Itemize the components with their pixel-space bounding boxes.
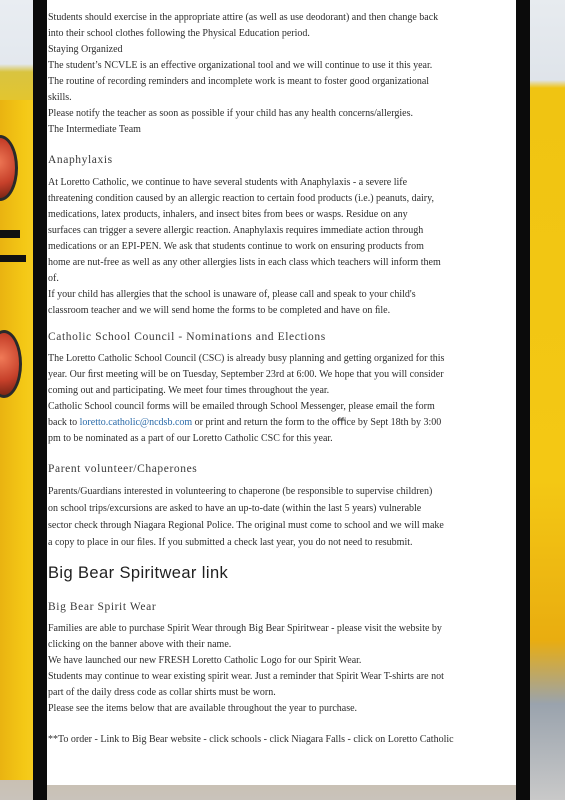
anaphylaxis-line: medications or an EPI-PEN. We ask that students continue to work on ensuring products from bbox=[48, 241, 424, 252]
anaphylaxis-line: classroom teacher and we will send home the forms to be completed and have on ﬁle. bbox=[48, 305, 391, 316]
volunteer-line: a copy to place in our ﬁles. If you submitted a check last year, you do not need to resubmit. bbox=[48, 537, 413, 548]
volunteer-line: on school trips/excursions are asked to have an up-to-date (within the last 5 years) vulnerable bbox=[48, 503, 422, 514]
staying-line: The Intermediate Team bbox=[48, 124, 141, 135]
spiritwear-line: Please see the items below that are available throughout the year to purchase. bbox=[48, 703, 358, 714]
council-heading: Catholic School Council - Nominations and Elections bbox=[48, 331, 326, 343]
council-line: Catholic School council forms will be emailed through School Messenger, please email the form bbox=[48, 401, 435, 412]
anaphylaxis-line: home are nut-free as well as any other allergies lists in each class which teachers will inform them bbox=[48, 257, 441, 268]
spiritwear-line: clicking on the banner above with their name. bbox=[48, 639, 232, 650]
council-email-prefix: back to bbox=[48, 417, 80, 428]
newsletter-content bbox=[48, 10, 520, 748]
volunteer-line: Parents/Guardians interested in volunteering to chaperone (be responsible to supervise children) bbox=[48, 486, 433, 497]
council-line: The Loretto Catholic School Council (CSC) is already busy planning and getting organized for this bbox=[48, 353, 445, 364]
anaphylaxis-line: If your child has allergies that the school is unaware of, please call and speak to your child's bbox=[48, 289, 416, 300]
intro-line: Students should exercise in the appropriate attire (as well as use deodorant) and then change back bbox=[48, 12, 439, 23]
staying-line: The routine of recording reminders and incomplete work is meant to foster good organizational bbox=[48, 76, 430, 87]
intro-line: into their school clothes following the Physical Education period. bbox=[48, 28, 310, 39]
bus-trim-lower bbox=[0, 255, 26, 262]
volunteer-heading: Parent volunteer/Chaperones bbox=[48, 463, 198, 475]
spiritwear-line: Students may continue to wear existing spirit wear. Just a reminder that Spirit Wear T-shirts are not bbox=[48, 671, 444, 682]
anaphylaxis-line: surfaces can trigger a severe allergic reaction. Anaphylaxis requires immediate action through bbox=[48, 225, 424, 236]
anaphylaxis-line: of. bbox=[48, 273, 59, 284]
staying-heading: Staying Organized bbox=[48, 44, 123, 55]
staying-line: skills. bbox=[48, 92, 72, 103]
panel-left-border bbox=[33, 0, 47, 800]
council-email-suffix: or print and return the form to the oﬃce by Sept 18th by 3:00 bbox=[192, 417, 442, 428]
bus-trim bbox=[0, 230, 20, 238]
council-email-link[interactable]: loretto.catholic@ncdsb.com bbox=[79, 417, 193, 428]
bigbear-link[interactable]: Big Bear Spiritwear link bbox=[48, 564, 229, 582]
spiritwear-line: part of the daily dress code as collar shirts must be worn. bbox=[48, 687, 276, 698]
anaphylaxis-heading: Anaphylaxis bbox=[48, 154, 113, 166]
council-email-line bbox=[48, 415, 520, 431]
council-line: year. Our ﬁrst meeting will be on Tuesday, September 23rd at 6:00. We hope that you will consider bbox=[48, 369, 444, 380]
spiritwear-heading: Big Bear Spirit Wear bbox=[48, 601, 157, 613]
order-instructions: **To order - Link to Big Bear website - click schools - click Niagara Falls - click on Loretto Catholic bbox=[48, 734, 454, 745]
council-line: coming out and participating. We meet four times throughout the year. bbox=[48, 385, 330, 396]
staying-line: The student’s NCVLE is an effective organizational tool and we will continue to use it this year. bbox=[48, 60, 433, 71]
council-line: pm to be nominated as a part of our Loretto Catholic CSC for this year. bbox=[48, 433, 333, 444]
volunteer-line: sector check through Niagara Regional Police. The original must come to school and we will make bbox=[48, 520, 444, 531]
background-bus-right bbox=[530, 0, 565, 800]
anaphylaxis-line: medications, latex products, inhalers, and insect bites from bees or wasps. Residue on any bbox=[48, 209, 408, 220]
anaphylaxis-line: threatening condition caused by an allergic reaction to certain food products (i.e.) peanuts, dairy, bbox=[48, 193, 434, 204]
staying-line: Please notify the teacher as soon as possible if your child has any health concerns/allergies. bbox=[48, 108, 413, 119]
anaphylaxis-line: At Loretto Catholic, we continue to have several students with Anaphylaxis - a severe life bbox=[48, 177, 408, 188]
spiritwear-line: Families are able to purchase Spirit Wear through Big Bear Spiritwear - please visit the website by bbox=[48, 623, 442, 634]
spiritwear-line: We have launched our new FRESH Loretto Catholic Logo for our Spirit Wear. bbox=[48, 655, 362, 666]
